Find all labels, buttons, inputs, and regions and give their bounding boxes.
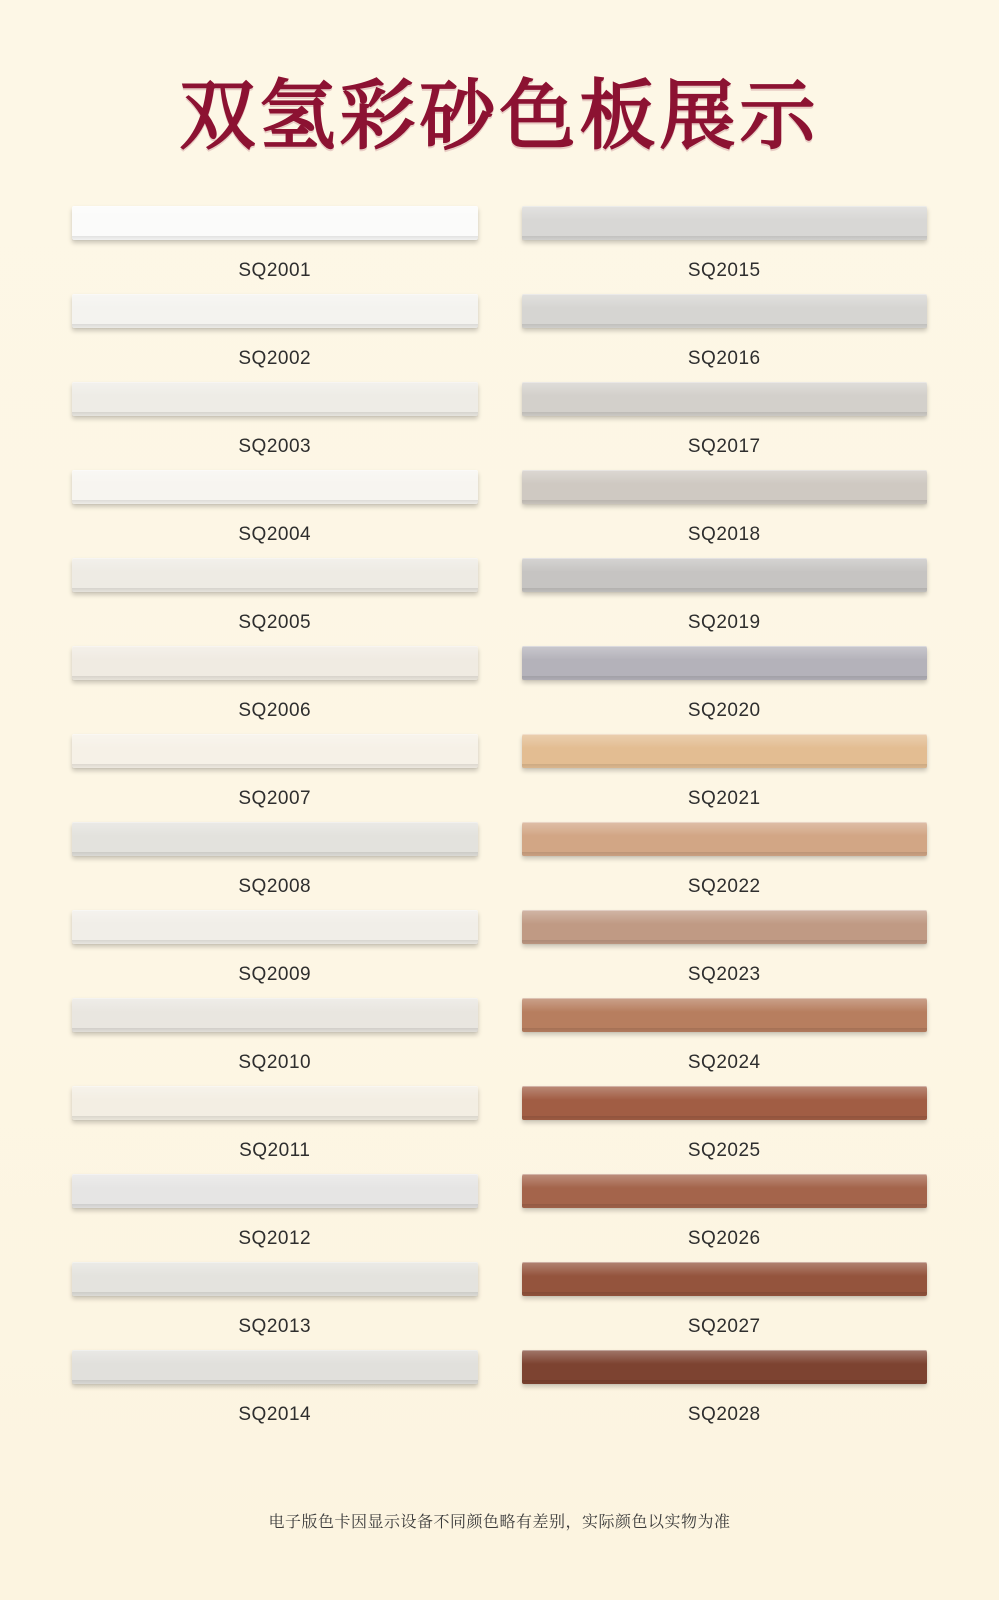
swatch-color-bar[interactable] <box>522 734 928 768</box>
swatch-color-bar[interactable] <box>522 1350 928 1384</box>
swatch-item[interactable] <box>522 1350 928 1438</box>
swatch-item[interactable] <box>522 910 928 998</box>
swatch-item[interactable] <box>522 294 928 382</box>
swatch-item[interactable] <box>72 1350 478 1438</box>
swatch-color-bar[interactable] <box>522 558 928 592</box>
swatch-code: SQ2001 <box>238 260 312 281</box>
swatch-color-bar[interactable] <box>72 382 478 416</box>
swatch-item[interactable] <box>522 1174 928 1262</box>
swatch-color-bar[interactable] <box>522 646 928 680</box>
swatch-item[interactable] <box>72 558 478 646</box>
swatch-item[interactable] <box>72 206 478 294</box>
swatch-item[interactable] <box>72 1174 478 1262</box>
swatch-item[interactable] <box>72 1262 478 1350</box>
swatch-item[interactable] <box>72 382 478 470</box>
swatch-code: SQ2005 <box>238 612 312 633</box>
swatch-item[interactable] <box>72 998 478 1086</box>
swatch-code: SQ2002 <box>238 348 312 369</box>
swatch-code: SQ2021 <box>687 788 761 809</box>
swatch-item[interactable] <box>72 646 478 734</box>
swatch-code: SQ2027 <box>687 1316 761 1337</box>
swatch-item[interactable] <box>522 1086 928 1174</box>
swatch-code: SQ2020 <box>687 700 761 721</box>
swatch-item[interactable] <box>522 1262 928 1350</box>
swatch-color-bar[interactable] <box>522 822 928 856</box>
swatch-item[interactable] <box>522 382 928 470</box>
swatch-color-bar[interactable] <box>72 998 478 1032</box>
swatch-code: SQ2011 <box>239 1140 311 1161</box>
swatch-code: SQ2017 <box>687 436 761 457</box>
swatch-code: SQ2012 <box>238 1228 312 1249</box>
swatch-color-bar[interactable] <box>72 1350 478 1384</box>
swatch-code: SQ2022 <box>687 876 761 897</box>
swatch-color-bar[interactable] <box>522 382 928 416</box>
swatch-code: SQ2007 <box>238 788 312 809</box>
swatch-grid <box>0 206 999 1438</box>
swatch-item[interactable] <box>522 646 928 734</box>
swatch-item[interactable] <box>72 822 478 910</box>
swatch-color-bar[interactable] <box>72 646 478 680</box>
swatch-code: SQ2004 <box>238 524 312 545</box>
swatch-color-bar[interactable] <box>72 470 478 504</box>
swatch-color-bar[interactable] <box>522 294 928 328</box>
swatch-item[interactable] <box>522 822 928 910</box>
swatch-item[interactable] <box>72 734 478 822</box>
swatch-code: SQ2008 <box>238 876 312 897</box>
swatch-code: SQ2014 <box>238 1404 312 1425</box>
swatch-color-bar[interactable] <box>72 1174 478 1208</box>
swatch-color-bar[interactable] <box>522 1174 928 1208</box>
swatch-code: SQ2025 <box>687 1140 761 1161</box>
swatch-color-bar[interactable] <box>72 206 478 240</box>
page-title: 双氢彩砂色板展示 <box>179 71 820 160</box>
swatch-item[interactable] <box>522 734 928 822</box>
disclaimer-note: 电子版色卡因显示设备不同颜色略有差别，实际颜色以实物为准 <box>268 1512 731 1531</box>
swatch-code: SQ2009 <box>238 964 312 985</box>
swatch-color-bar[interactable] <box>72 1086 478 1120</box>
swatch-item[interactable] <box>522 206 928 294</box>
swatch-item[interactable] <box>522 558 928 646</box>
swatch-color-bar[interactable] <box>522 1262 928 1296</box>
swatch-color-bar[interactable] <box>522 1086 928 1120</box>
swatch-code: SQ2003 <box>238 436 312 457</box>
swatch-color-bar[interactable] <box>522 206 928 240</box>
swatch-code: SQ2015 <box>687 260 761 281</box>
swatch-color-bar[interactable] <box>72 294 478 328</box>
swatch-item[interactable] <box>72 470 478 558</box>
swatch-color-bar[interactable] <box>72 734 478 768</box>
swatch-item[interactable] <box>72 294 478 382</box>
swatch-code: SQ2018 <box>687 524 761 545</box>
swatch-color-bar[interactable] <box>72 822 478 856</box>
swatch-item[interactable] <box>72 1086 478 1174</box>
swatch-code: SQ2023 <box>687 964 761 985</box>
swatch-color-bar[interactable] <box>522 910 928 944</box>
swatch-color-bar[interactable] <box>72 558 478 592</box>
swatch-item[interactable] <box>72 910 478 998</box>
swatch-item[interactable] <box>522 998 928 1086</box>
swatch-code: SQ2019 <box>687 612 761 633</box>
swatch-code: SQ2026 <box>687 1228 761 1249</box>
swatch-color-bar[interactable] <box>72 1262 478 1296</box>
swatch-code: SQ2024 <box>687 1052 761 1073</box>
swatch-code: SQ2016 <box>687 348 761 369</box>
swatch-code: SQ2013 <box>238 1316 312 1337</box>
swatch-color-bar[interactable] <box>72 910 478 944</box>
swatch-color-bar[interactable] <box>522 470 928 504</box>
swatch-code: SQ2010 <box>238 1052 312 1073</box>
swatch-item[interactable] <box>522 470 928 558</box>
swatch-code: SQ2006 <box>238 700 312 721</box>
swatch-color-bar[interactable] <box>522 998 928 1032</box>
swatch-code: SQ2028 <box>687 1404 761 1425</box>
